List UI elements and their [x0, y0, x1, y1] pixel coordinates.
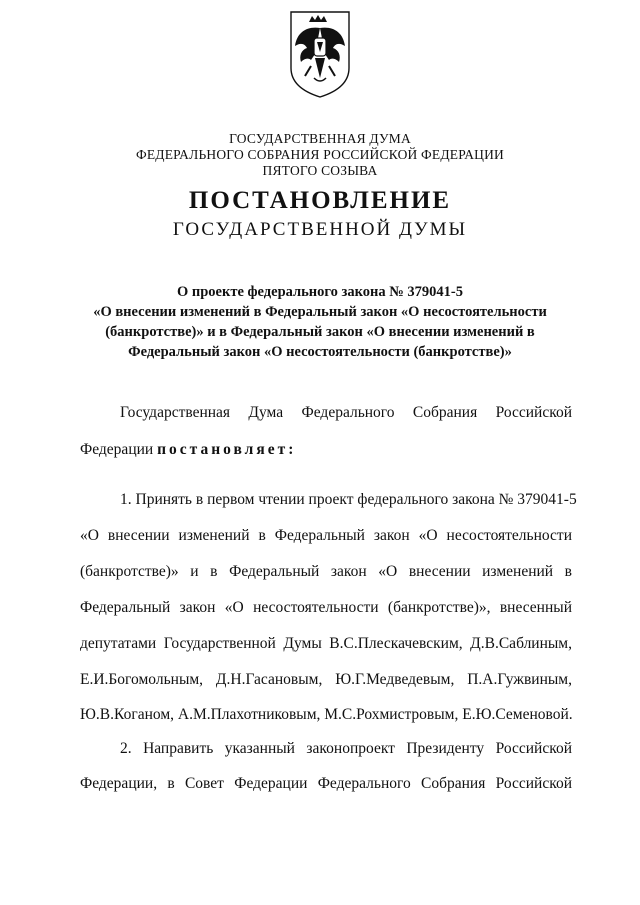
header-line-1: ГОСУДАРСТВЕННАЯ ДУМА — [229, 131, 411, 146]
header-line-3: ПЯТОГО СОЗЫВА — [262, 163, 378, 178]
preamble-prefix: Федерации — [80, 441, 154, 458]
item2-line: 2. Направить указанный законопроект Президенту Российской — [120, 740, 572, 757]
subject-line: Федеральный закон «О несостоятельности (банкротстве)» — [128, 344, 512, 360]
header-line-2: ФЕДЕРАЛЬНОГО СОБРАНИЯ РОССИЙСКОЙ ФЕДЕРАЦИИ — [136, 147, 504, 162]
item1-line: (банкротстве)» и в Федеральный закон «О внесении изменений в — [80, 563, 572, 580]
item2-line: Федерации, в Совет Федерации Федерального Собрания Российской — [80, 775, 572, 792]
preamble-verb: постановляет: — [157, 441, 297, 458]
subject-line: «О внесении изменений в Федеральный закон «О несостоятельности — [93, 304, 547, 320]
coat-of-arms-icon — [287, 8, 353, 100]
item1-line: Ю.В.Коганом, А.М.Плахотниковым, М.С.Рохмистровым, Е.Ю.Семеновой. — [80, 706, 573, 723]
issuer-header — [0, 131, 640, 179]
document-title: ПОСТАНОВЛЕНИЕ — [188, 187, 452, 214]
item1-line: 1. Принять в первом чтении проект федерального закона № 379041-5 — [120, 491, 577, 508]
item1-line: депутатами Государственной Думы В.С.Плескачевским, Д.В.Саблиным, — [80, 635, 572, 652]
item1-line: Федеральный закон «О несостоятельности (банкротстве)», внесенный — [80, 599, 572, 616]
preamble-line: Государственная Дума Федерального Собрания Российской — [120, 404, 572, 421]
preamble-line — [80, 440, 572, 460]
item1-line: Е.И.Богомольным, Д.Н.Гасановым, Ю.Г.Медведевым, П.А.Гужвиным, — [80, 671, 572, 688]
subject-line: (банкротстве)» и в Федеральный закон «О внесении изменений в — [105, 324, 535, 340]
subject-block — [70, 282, 570, 362]
item1-line: «О внесении изменений в Федеральный закон «О несостоятельности — [80, 527, 572, 544]
document-subtitle: ГОСУДАРСТВЕННОЙ ДУМЫ — [172, 219, 468, 240]
subject-line: О проекте федерального закона № 379041-5 — [176, 284, 464, 300]
